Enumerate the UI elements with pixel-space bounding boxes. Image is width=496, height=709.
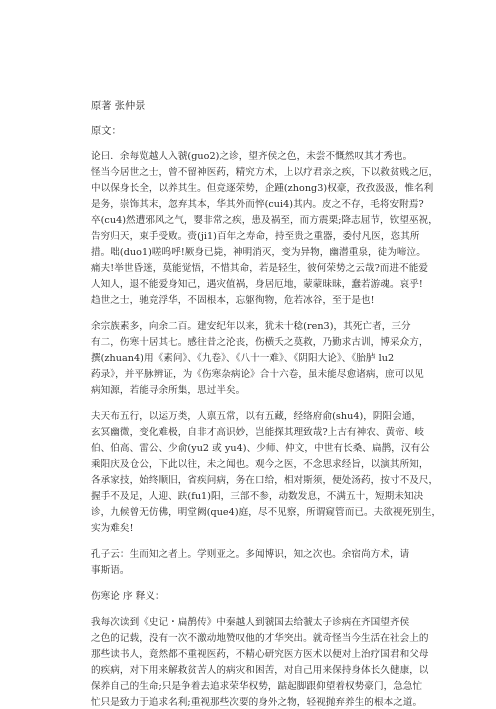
text-line: 事斯语。 [91, 565, 130, 576]
text-line: 伤寒论 序 释义： [91, 591, 165, 602]
text-line: 论曰．余每览越人入虢(guo2)之诊，望齐侯之色，未尝不慨然叹其才秀也。 [91, 151, 413, 162]
text-line: 诊，九候曾无仿佛，明堂阙(que4)庭，尽不见察，所谓窥管而已。夫欲视死别生， [91, 507, 442, 518]
text-line: 夫天布五行，以运万类，人禀五常，以有五藏，经络府俞(shu4)，阴阳会通， [91, 411, 422, 422]
text-line: 是务，崇饰其末，忽弃其本，华其外而悴(cui4)其内。皮之不存，毛将安附焉? [91, 199, 424, 210]
text-line: 孔子云：生而知之者上。学则亚之。多闻博识，知之次也。余宿尚方术，请 [91, 549, 410, 560]
text-line: 那些读书人，竟然都不重视医药，不精心研究医方医术以便对上治疗国君和父母 [91, 649, 429, 660]
text-line: 伯、伯高、雷公、少俞(yu2 或 yu4)、少师、仲文，中世有长桑、扁鹊，汉有公 [91, 443, 430, 454]
text-line: 怪当今居世之士，曾不留神医药，精究方术，上以疗君亲之疾，下以救贫贱之厄， [91, 167, 439, 178]
text-line: 余宗族素多，向余二百。建安纪年以来，犹未十稔(ren3)，其死亡者，三分 [91, 321, 411, 332]
text-line: 保养自己的生命;只是争着去追求荣华权势，踮起脚跟仰望着权势豪门，急急忙 [91, 681, 423, 692]
text-line: 告穷归天，束手受败。赍(ji1)百年之寿命，持至贵之重器，委付凡医，恣其所 [91, 231, 420, 242]
text-line: 中以保身长全，以养其生。但竞逐荣势，企踵(zhong3)权豪，孜孜汲汲，惟名利 [91, 183, 434, 194]
text-line: 实为难矣! [91, 523, 134, 534]
text-line: 撰(zhuan4)用《素问》、《九卷》、《八十一难》、《阴阳大论》、《胎胪 lu2 [91, 353, 395, 364]
text-line: 乘阳庆及仓公，下此以往，未之闻也。观今之医，不念思求经旨，以演其所知， [91, 459, 429, 470]
text-line: 药录》，并平脉辨证，为《伤寒杂病论》合十六卷，虽未能尽愈诸病，庶可以见 [91, 369, 424, 380]
text-line: 卒(cu4)然遭邪风之气，婴非常之疾，患及祸至，而方震栗;降志屈节，钦望巫祝， [91, 215, 438, 226]
text-line: 之色的记载，没有一次不激动地赞叹他的才华突出。就奇怪当今生活在社会上的 [91, 633, 429, 644]
text-line: 握手不及足，人迎、趺(fu1)阳，三部不参，动数发息，不满五十，短期未知决 [91, 491, 424, 502]
author-line: 原著 张仲景 [91, 101, 146, 112]
text-line: 忙只是致力于追求名利;重视那些次要的身外之物，轻视抛弃养生的根本之道。 [91, 697, 423, 708]
text-line: 人知人，退不能爱身知己，遇灾值祸，身居厄地，蒙蒙昧昧，蠢若游魂。哀乎! [91, 279, 423, 290]
text-line: 痛夫!举世昏迷，莫能觉悟，不惜其命，若是轻生，彼何荣势之云哉?而进不能爱 [91, 263, 428, 274]
text-line: 我每次读到《史记・扁鹊传》中秦越人到虢国去给虢太子诊病在齐国望齐侯 [91, 617, 410, 628]
original-text-label: 原文： [91, 126, 122, 137]
text-line: 的疾病，对下用来解救贫苦人的病灾和困苦，对自己用来保持身体长久健康，以 [91, 665, 429, 676]
text-line: 趋世之士，驰竞浮华，不固根本，忘躯徇物，危若冰谷，至于是也! [91, 295, 375, 306]
text-line: 玄冥幽微，变化难极，自非才高识妙，岂能探其理致哉?上古有神农、黄帝、岐 [91, 427, 425, 438]
text-line: 措。咄(duo1)嗟呜呼!厥身已毙，神明消灭，变为异物，幽潜重泉，徒为啼泣。 [91, 247, 426, 258]
text-line: 病知源，若能寻余所集，思过半矣。 [91, 385, 246, 396]
text-line: 各承家技，始终顺旧，省疾问病，务在口给，相对斯须，便处汤药，按寸不及尺， [91, 475, 439, 486]
text-line: 有二，伤寒十居其七。感往昔之沦丧，伤横夭之莫救，乃勤求古训，博采众方， [91, 337, 429, 348]
